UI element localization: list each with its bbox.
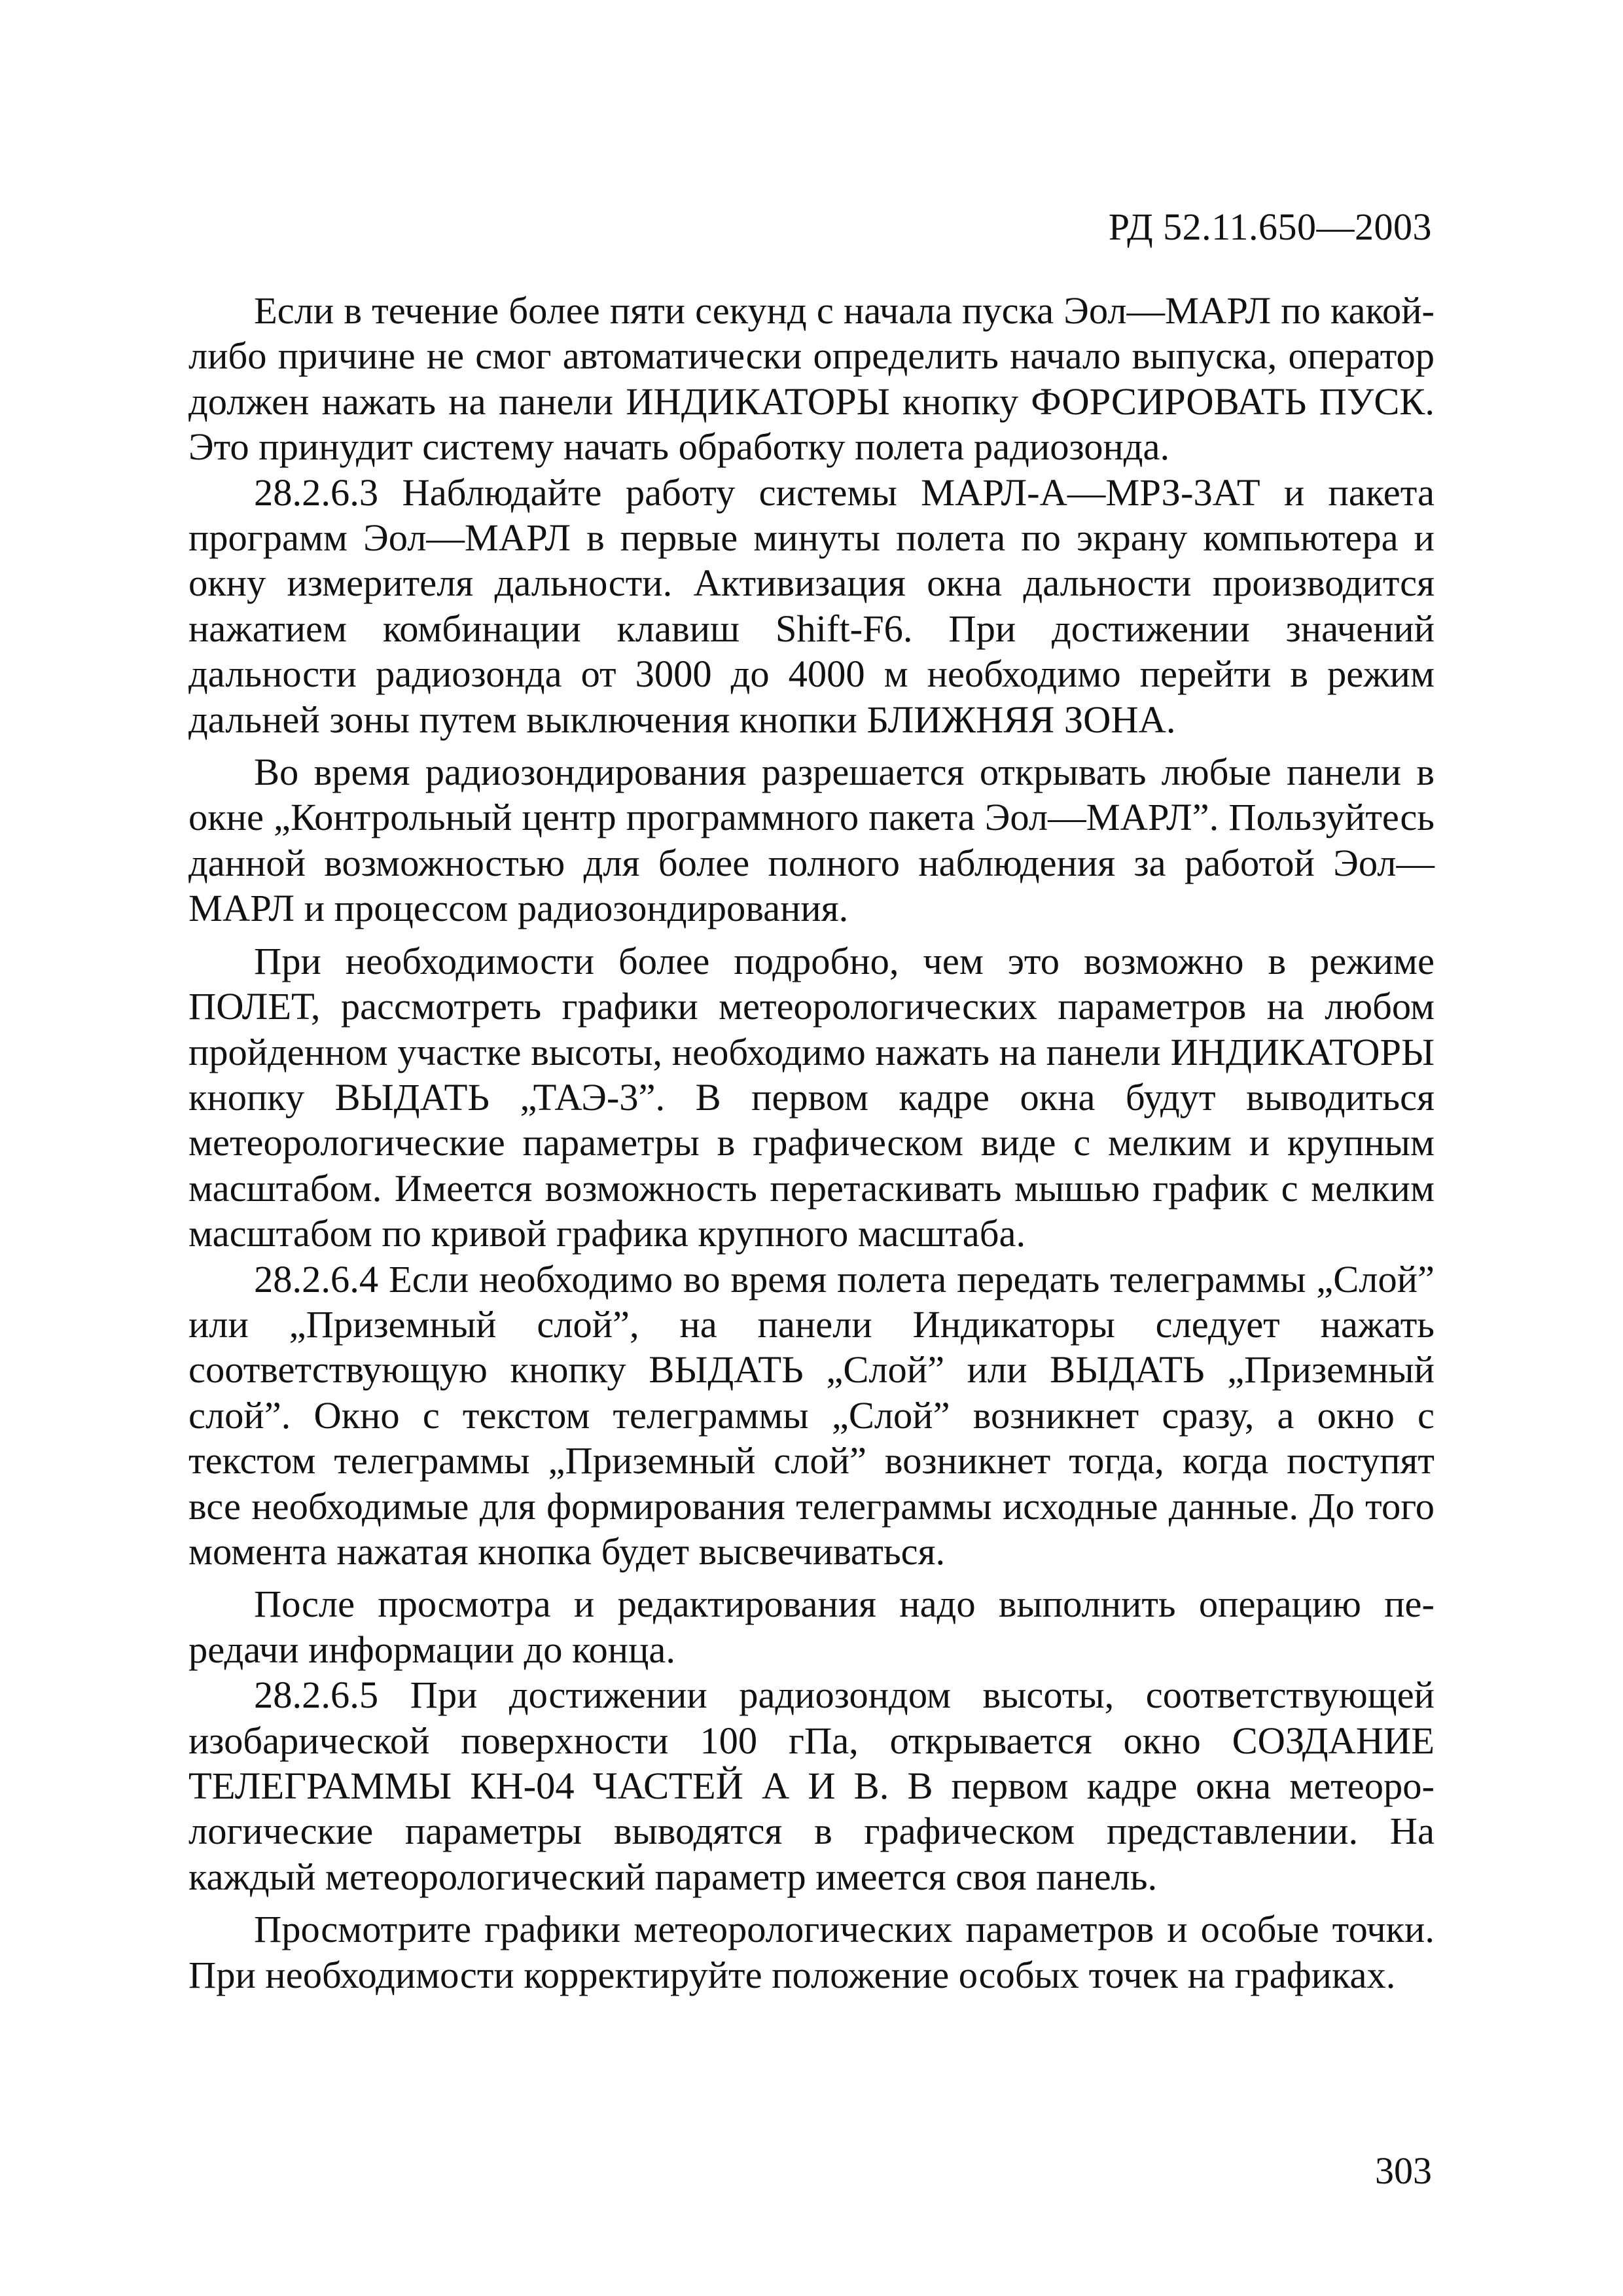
paragraph-7: 28.2.6.5 При достижении радиозондом высоты, соответствующей изобарической поверхности 100 гПа, открывается окно СОЗДАНИЕ ТЕЛЕГРАММЫ КН-04 ЧАСТЕЙ А И В. В первом кадре окна метеорологические параметры выводятся в графическом представлении. На каждый метеорологический параметр имеется своя панель.	[188, 1674, 1435, 1898]
paragraph-3: Во время радиозондирования разрешается открывать любые панели в окне „Контрольный центр программного пакета Эол—МАРЛ”. Пользуйтесь данной возможностью для более полного наблюдения за работой Эол—МАРЛ и процессом радиозондирования.	[188, 751, 1435, 930]
paragraph-8: Просмотрите графики метеорологических параметров и особые точки. При необходимости корректируйте положение особых точек на графиках.	[188, 1908, 1435, 1996]
paragraph-5: 28.2.6.4 Если необходимо во время полета передать телеграммы „Слой” или „Приземный слой”, на панели Индикаторы следует нажать соответствующую кнопку ВЫДАТЬ „Слой” или ВЫДАТЬ „Приземный слой”. Окно с текстом телеграммы „Слой” возникнет сразу, а окно с текстом телеграммы „Приземный слой” возникнет тогда, когда поступят все необходимые для формирования телеграммы исходные данные. До того момента нажатая кнопка будет высвечиваться.	[188, 1257, 1435, 1573]
page-number: 303	[1375, 2149, 1432, 2192]
paragraph-6: После просмотра и редактирования надо выполнить операцию передачи информации до конца.	[188, 1583, 1435, 1671]
paragraph-2: 28.2.6.3 Наблюдайте работу системы МАРЛ-А—МРЗ-3АТ и пакета программ Эол—МАРЛ в первые минуты полета по экрану компьютера и окну измерителя дальности. Активизация окна дальности производится нажатием комбинации клавиш Shift-F6. При достижении значений дальности радиозонда от 3000 до 4000 м необходимо перейти в режим дальней зоны путем выключения кнопки БЛИЖНЯЯ ЗОНА.	[188, 471, 1435, 741]
document-code-header: РД 52.11.650—2003	[1108, 206, 1432, 248]
paragraph-4: При необходимости более подробно, чем это возможно в режиме ПОЛЕТ, рассмотреть графики метеорологических параметров на любом пройденном участке высоты, необходимо нажать на панели ИНДИКАТОРЫ кнопку ВЫДАТЬ „ТАЭ-3”. В первом кадре окна будут выводиться метеорологические параметры в графическом виде с мелким и крупным масштабом. Имеется возможность перетаскивать мышью график с мелким масштабом по кривой графика крупного масштаба.	[188, 939, 1435, 1255]
body-text	[188, 288, 1435, 1998]
paragraph-1: Если в течение более пяти секунд с начала пуска Эол—МАРЛ по какой-либо причине не смог автоматически определить начало выпуска, оператор должен нажать на панели ИНДИКАТОРЫ кнопку ФОРСИРОВАТЬ ПУСК. Это принудит систему начать обработку полета радиозонда.	[188, 289, 1435, 469]
